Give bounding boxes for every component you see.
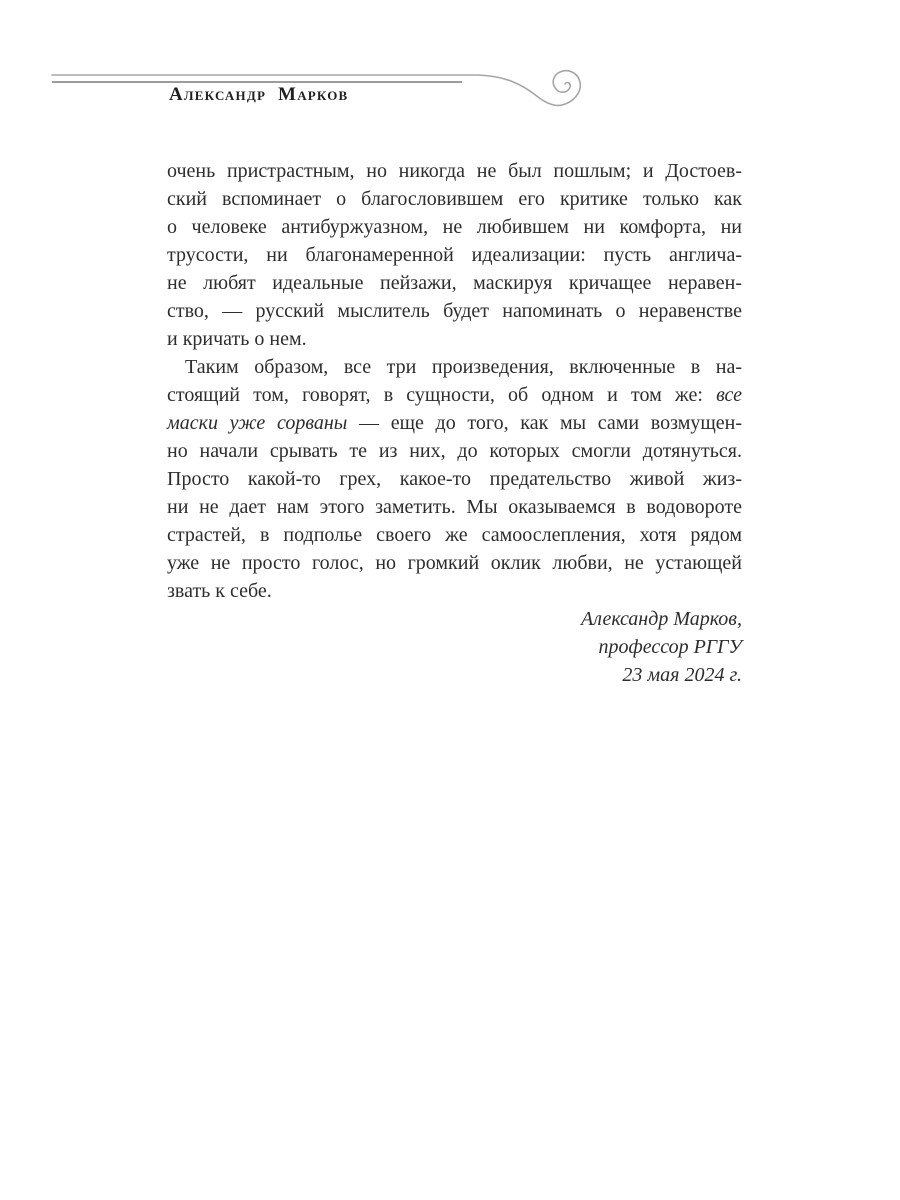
text-line [167,381,742,409]
text-line: ский вспоминает о благословившем его критике только как [167,188,742,210]
header-rule [0,0,900,130]
signature-line: Александр Марков, [581,608,742,630]
text-line: и кричать о нем. [167,328,307,350]
running-head: Александр Марков [169,84,349,105]
text-segment: стоящий том, говорят, в сущности, об одном и том же: [167,384,717,406]
text-line: звать к себе. [167,580,272,602]
italic-text-segment: все [716,384,742,406]
text-line: Таким образом, все три произведения, включенные в на- [185,356,742,378]
paragraph [167,353,742,605]
body-text [167,157,742,689]
text-line: ство, — русский мыслитель будет напоминать о неравенстве [167,300,742,322]
text-line: не любят идеальные пейзажи, маскируя кричащее неравен- [167,272,742,294]
signature-block [167,605,742,689]
text-line: Просто какой-то грех, какое-то предательство живой жиз- [167,468,742,490]
signature-line: 23 мая 2024 г. [622,664,742,686]
text-line: о человеке антибуржуазном, не любившем ни комфорта, ни [167,216,742,238]
text-segment: — еще до того, как мы сами возмущен- [347,412,743,434]
text-line: трусости, ни благонамеренной идеализации: пусть англича- [167,244,742,266]
paragraph [167,157,742,353]
text-line: уже не просто голос, но громкий оклик любви, не устающей [167,552,742,574]
text-line: страстей, в подполье своего же самоослепления, хотя рядом [167,524,742,546]
italic-text-segment: маски уже сорваны [167,412,348,434]
text-line: но начали срывать те из них, до которых смогли дотянуться. [167,440,742,462]
text-line: очень пристрастным, но никогда не был пошлым; и Достоев- [167,160,742,182]
text-line: ни не дает нам этого заметить. Мы оказываемся в водовороте [167,496,742,518]
text-line [167,409,742,437]
signature-line: профессор РГГУ [598,636,742,658]
